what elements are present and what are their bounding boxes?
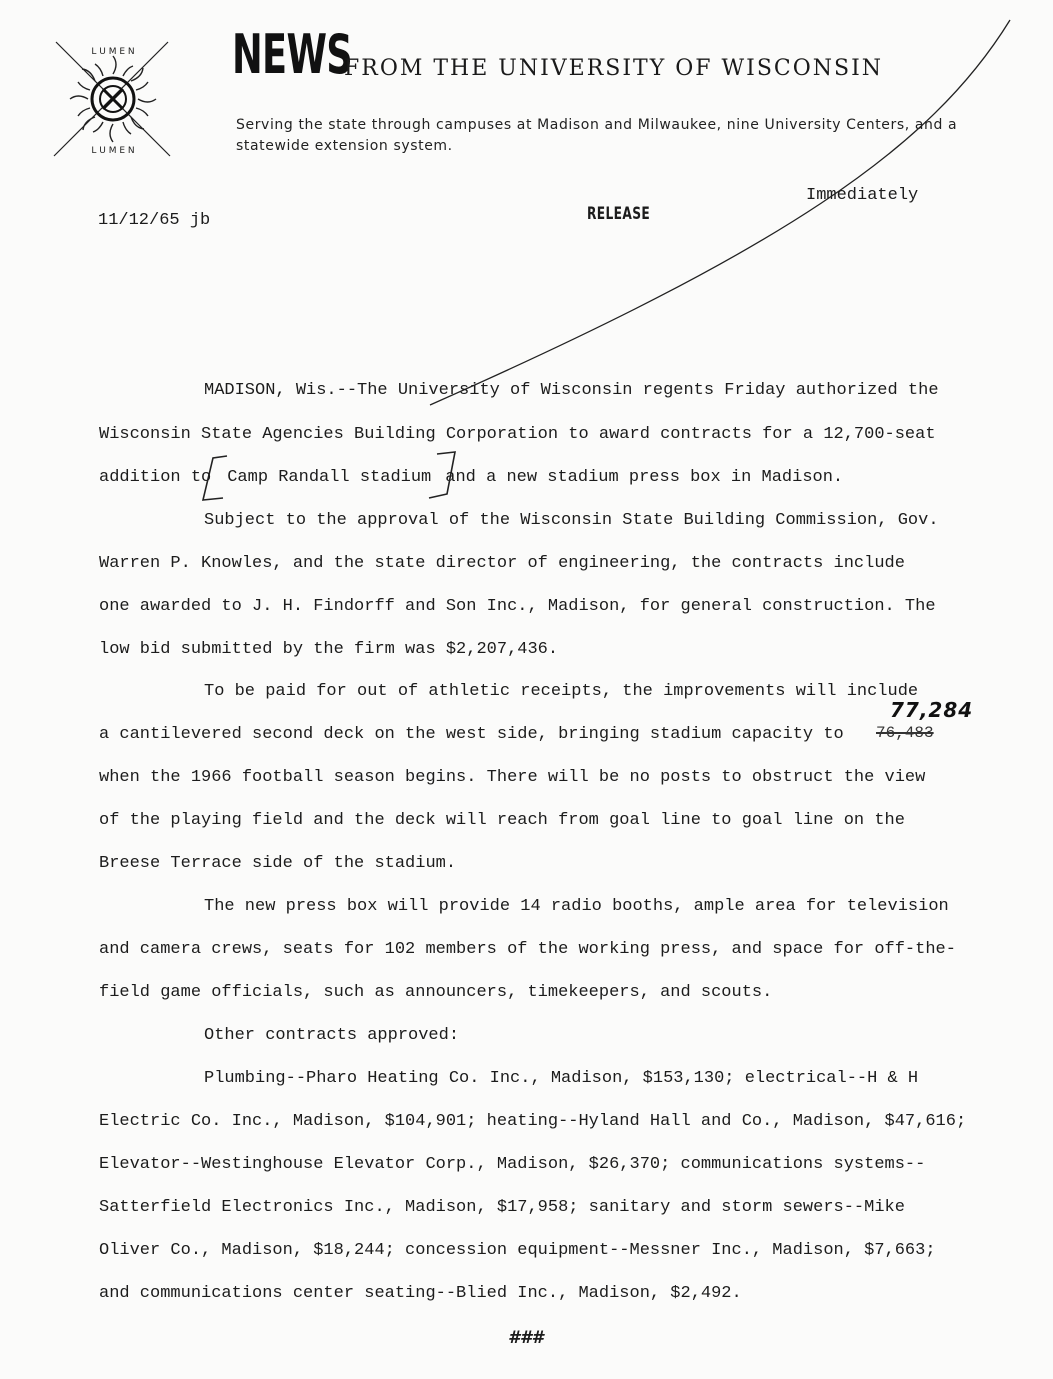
p6-line-3: Elevator--Westinghouse Elevator Corp., Madison, $26,370; communications systems-- — [99, 1155, 926, 1174]
struck-capacity-number: 76,483 — [876, 724, 934, 742]
p6-line-4: Satterfield Electronics Inc., Madison, $17,958; sanitary and storm sewers--Mike — [99, 1198, 905, 1217]
left-bracket-mark — [193, 448, 233, 512]
p4-line-2: and camera crews, seats for 102 members of the working press, and space for off-the- — [99, 940, 956, 959]
p4-line-3: field game officials, such as announcers, timekeepers, and scouts. — [99, 983, 773, 1002]
end-mark: ### — [508, 1328, 544, 1348]
p1-line-3-prefix: addition to — [99, 468, 212, 487]
p2-line-4: low bid submitted by the firm was $2,207,436. — [99, 640, 559, 659]
release-timing: Immediately — [806, 186, 919, 205]
news-heading: NEWS — [232, 23, 353, 86]
seal-top-text: L U M E N — [91, 47, 135, 57]
date-initials: 11/12/65 jb — [98, 211, 211, 230]
university-name: FROM THE UNIVERSITY OF WISCONSIN — [344, 56, 884, 81]
bracketed-text: Camp Randall stadium — [227, 468, 432, 487]
p3-line-4: of the playing field and the deck will reach from goal line to goal line on the — [99, 811, 905, 830]
p6-line-2: Electric Co. Inc., Madison, $104,901; heating--Hyland Hall and Co., Madison, $47,616; — [99, 1112, 967, 1131]
p5-line: Other contracts approved: — [204, 1026, 460, 1045]
p3-line-5: Breese Terrace side of the stadium. — [99, 854, 457, 873]
p3-line-1: To be paid for out of athletic receipts, the improvements will include — [204, 682, 919, 701]
p6-line-6: and communications center seating--Blied Inc., Madison, $2,492. — [99, 1284, 742, 1303]
tagline: Serving the state through campuses at Madison and Milwaukee, nine University Centers, and a statewide extension system. — [236, 117, 958, 154]
right-bracket-mark — [421, 448, 461, 512]
p1-line-2: Wisconsin State Agencies Building Corporation to award contracts for a 12,700-seat — [99, 425, 936, 444]
seal-bottom-text: L U M E N — [91, 146, 135, 156]
p3-line-2: a cantilevered second deck on the west side, bringing stadium capacity to — [99, 725, 844, 744]
p2-line-2: Warren P. Knowles, and the state director of engineering, the contracts include — [99, 554, 905, 573]
p2-line-3: one awarded to J. H. Findorff and Son Inc., Madison, for general construction. The — [99, 597, 936, 616]
p6-line-1: Plumbing--Pharo Heating Co. Inc., Madison, $153,130; electrical--H & H — [204, 1069, 919, 1088]
p1-line-1: MADISON, Wis.--The University of Wisconsin regents Friday authorized the — [204, 381, 939, 400]
p4-line-1: The new press box will provide 14 radio booths, ample area for television — [204, 897, 949, 916]
p1-line-3-suffix: and a new stadium press box in Madison. — [445, 468, 844, 487]
handwritten-capacity-number: 77,284 — [890, 698, 974, 722]
p3-line-3: when the 1966 football season begins. There will be no posts to obstruct the view — [99, 768, 926, 787]
p2-line-1: Subject to the approval of the Wisconsin State Building Commission, Gov. — [204, 511, 939, 530]
university-seal-icon — [48, 34, 178, 164]
p6-line-5: Oliver Co., Madison, $18,244; concession equipment--Messner Inc., Madison, $7,663; — [99, 1241, 936, 1260]
release-label: RELEASE — [587, 204, 651, 224]
